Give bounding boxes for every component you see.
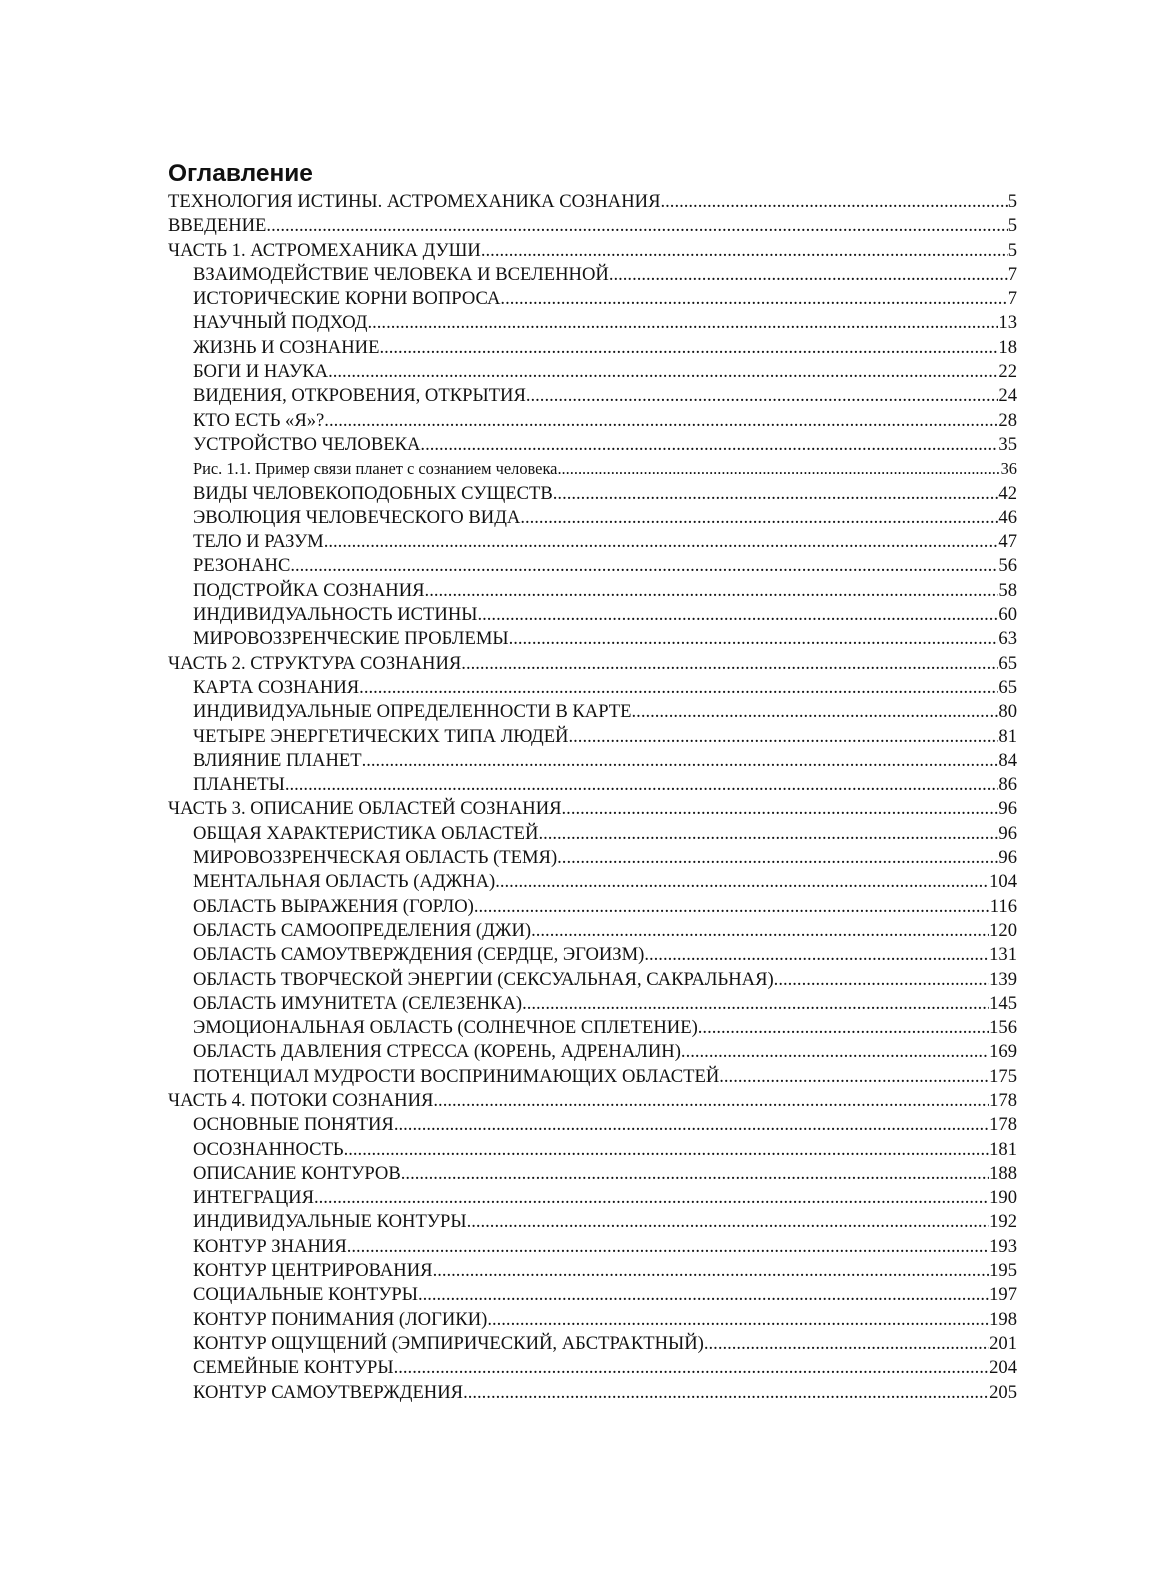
toc-entry-page-number: 65 [998,652,1017,674]
toc-entry-label: БОГИ И НАУКА [193,361,329,383]
toc-entry[interactable] [168,311,1017,335]
toc-entry[interactable] [168,968,1017,992]
toc-entry[interactable] [168,239,1017,263]
toc-entry[interactable] [168,943,1017,967]
toc-entry-page-number: 192 [989,1211,1017,1233]
toc-list [168,190,1017,1405]
dot-leader [495,870,989,894]
toc-entry-page-number: 188 [989,1162,1017,1184]
toc-entry[interactable] [168,1381,1017,1405]
toc-entry-page-number: 24 [998,385,1017,407]
toc-entry-label: ИНДИВИДУАЛЬНОСТЬ ИСТИНЫ [193,604,478,626]
toc-entry-label: СЕМЕЙНЫЕ КОНТУРЫ [193,1357,394,1379]
toc-entry-label: УСТРОЙСТВО ЧЕЛОВЕКА [193,433,421,455]
toc-entry[interactable] [168,1113,1017,1137]
toc-entry-label: МЕНТАЛЬНАЯ ОБЛАСТЬ (АДЖНА) [193,871,496,893]
dot-leader [285,773,999,797]
toc-entry-page-number: 139 [989,968,1017,990]
toc-entry-page-number: 84 [998,749,1017,771]
dot-leader [463,1381,989,1405]
toc-entry-page-number: 96 [998,822,1017,844]
toc-entry-label: ОСОЗНАННОСТЬ [193,1138,344,1160]
toc-entry-page-number: 56 [998,555,1017,577]
toc-entry-page-number: 156 [989,1017,1017,1039]
toc-entry[interactable] [168,1065,1017,1089]
toc-entry[interactable] [168,482,1017,506]
toc-entry[interactable] [168,409,1017,433]
toc-entry-label: ИНДИВИДУАЛЬНЫЕ КОНТУРЫ [193,1211,467,1233]
dot-leader [481,239,1008,263]
toc-entry-label: ОБЛАСТЬ САМОУТВЕРЖДЕНИЯ (СЕРДЦЕ, ЭГОИЗМ) [193,944,645,966]
dot-leader [538,822,998,846]
toc-entry-page-number: 63 [998,628,1017,650]
dot-leader [557,457,1000,481]
toc-entry-page-number: 86 [998,774,1017,796]
toc-entry-page-number: 204 [989,1357,1017,1379]
toc-entry-page-number: 35 [998,433,1017,455]
toc-entry-page-number: 46 [998,506,1017,528]
toc-entry-page-number: 96 [998,847,1017,869]
toc-entry-page-number: 198 [989,1308,1017,1330]
toc-entry-page-number: 80 [998,701,1017,723]
toc-entry-label: ВИДЫ ЧЕЛОВЕКОПОДОБНЫХ СУЩЕСТВ [193,482,553,504]
toc-entry[interactable] [168,384,1017,408]
toc-entry-label: ИСТОРИЧЕСКИЕ КОРНИ ВОПРОСА [193,288,501,310]
dot-leader [609,263,1008,287]
dot-leader [401,1162,989,1186]
toc-entry-label: ВВЕДЕНИЕ [168,215,267,237]
toc-entry[interactable] [168,1283,1017,1307]
toc-entry-page-number: 13 [998,312,1017,334]
toc-entry[interactable] [168,1040,1017,1064]
toc-entry-label: ЧАСТЬ 1. АСТРОМЕХАНИКА ДУШИ [168,239,481,261]
dot-leader [704,1332,989,1356]
toc-entry-page-number: 42 [998,482,1017,504]
toc-entry-label: ВЗАИМОДЕЙСТВИЕ ЧЕЛОВЕКА И ВСЕЛЕННОЙ [193,263,609,285]
toc-entry[interactable] [168,433,1017,457]
dot-leader [324,409,998,433]
toc-entry[interactable] [168,1138,1017,1162]
toc-entry-page-number: 18 [998,336,1017,358]
toc-entry[interactable] [168,530,1017,554]
toc-entry[interactable] [168,992,1017,1016]
dot-leader [461,652,998,676]
dot-leader [632,700,999,724]
toc-title: Оглавление [168,160,313,187]
toc-entry[interactable] [168,846,1017,870]
toc-entry-page-number: 7 [1007,263,1017,285]
toc-entry-label: ЭВОЛЮЦИЯ ЧЕЛОВЕЧЕСКОГО ВИДА [193,506,521,528]
toc-entry[interactable] [168,506,1017,530]
dot-leader [526,384,999,408]
dot-leader [719,1065,989,1089]
toc-entry-label: НАУЧНЫЙ ПОДХОД [193,312,368,334]
dot-leader [661,190,1008,214]
toc-entry-label: ПЛАНЕТЫ [193,774,285,796]
toc-entry[interactable] [168,1308,1017,1332]
toc-entry[interactable] [168,749,1017,773]
dot-leader [266,214,1007,238]
toc-entry[interactable] [168,1162,1017,1186]
dot-leader [569,725,999,749]
toc-entry-page-number: 47 [998,531,1017,553]
toc-entry-page-number: 145 [989,992,1017,1014]
dot-leader [394,1356,990,1380]
toc-entry-label: КОНТУР ОЩУЩЕНИЙ (ЭМПИРИЧЕСКИЙ, АБСТРАКТНЫЙ) [193,1332,704,1354]
toc-entry[interactable] [168,214,1017,238]
dot-leader [467,1210,990,1234]
toc-entry[interactable] [168,1332,1017,1356]
toc-entry[interactable] [168,676,1017,700]
toc-entry[interactable] [168,1259,1017,1283]
toc-entry[interactable] [168,1089,1017,1113]
toc-entry[interactable] [168,870,1017,894]
dot-leader [420,433,998,457]
toc-entry[interactable] [168,627,1017,651]
document-page [168,160,1017,1405]
toc-entry[interactable] [168,457,1017,481]
toc-entry-page-number: 178 [989,1089,1017,1111]
toc-entry-label: Рис. 1.1. Пример связи планет с сознанием человека [193,459,558,479]
toc-entry-page-number: 96 [998,798,1017,820]
dot-leader [487,1308,989,1332]
toc-entry-page-number: 81 [998,725,1017,747]
dot-leader [314,1186,989,1210]
toc-entry-page-number: 205 [989,1381,1017,1403]
toc-entry-page-number: 60 [998,604,1017,626]
toc-entry[interactable] [168,336,1017,360]
dot-leader [362,749,999,773]
toc-entry-page-number: 58 [998,579,1017,601]
dot-leader [553,482,999,506]
toc-entry-page-number: 5 [1007,191,1017,212]
dot-leader [774,968,989,992]
toc-entry[interactable] [168,554,1017,578]
toc-entry-page-number: 201 [989,1332,1017,1354]
toc-entry-page-number: 181 [989,1138,1017,1160]
dot-leader [477,603,998,627]
toc-entry[interactable] [168,1016,1017,1040]
toc-entry-label: ВЛИЯНИЕ ПЛАНЕТ [193,749,362,771]
dot-leader [290,554,998,578]
toc-entry-page-number: 190 [989,1187,1017,1209]
toc-entry-label: КТО ЕСТЬ «Я»? [193,409,325,431]
toc-entry-page-number: 131 [989,944,1017,966]
toc-entry-label: МИРОВОЗЗРЕНЧЕСКИЕ ПРОБЛЕМЫ [193,628,509,650]
toc-entry[interactable] [168,360,1017,384]
toc-entry[interactable] [168,773,1017,797]
toc-entry-label: ТЕХНОЛОГИЯ ИСТИНЫ. АСТРОМЕХАНИКА СОЗНАНИЯ [168,191,661,212]
toc-entry-label: ОПИСАНИЕ КОНТУРОВ [193,1162,401,1184]
toc-entry-label: ЧАСТЬ 3. ОПИСАНИЕ ОБЛАСТЕЙ СОЗНАНИЯ [168,798,562,820]
dot-leader [367,311,998,335]
dot-leader [698,1016,989,1040]
toc-entry-page-number: 22 [998,361,1017,383]
toc-entry-page-number: 104 [989,871,1017,893]
toc-entry[interactable] [168,725,1017,749]
toc-entry[interactable] [168,263,1017,287]
dot-leader [328,360,998,384]
toc-entry-page-number: 197 [989,1284,1017,1306]
toc-entry-label: СОЦИАЛЬНЫЕ КОНТУРЫ [193,1284,418,1306]
toc-entry-label: ОСНОВНЫЕ ПОНЯТИЯ [193,1114,394,1136]
toc-entry[interactable] [168,1356,1017,1380]
dot-leader [344,1138,990,1162]
dot-leader [562,797,999,821]
toc-entry[interactable] [168,822,1017,846]
toc-entry-label: ОБЛАСТЬ ТВОРЧЕСКОЙ ЭНЕРГИИ (СЕКСУАЛЬНАЯ, САКРАЛЬНАЯ) [193,968,774,990]
toc-entry-label: ТЕЛО И РАЗУМ [193,531,324,553]
dot-leader [557,846,998,870]
dot-leader [681,1040,989,1064]
toc-entry-label: РЕЗОНАНС [193,555,291,577]
toc-entry-page-number: 7 [1007,288,1017,310]
toc-entry-page-number: 5 [1007,239,1017,261]
dot-leader [324,530,999,554]
toc-entry-page-number: 5 [1007,215,1017,237]
dot-leader [433,1089,989,1113]
toc-entry-label: КОНТУР ЦЕНТРИРОВАНИЯ [193,1260,433,1282]
toc-entry-label: КАРТА СОЗНАНИЯ [193,676,360,698]
toc-entry-page-number: 28 [998,409,1017,431]
toc-entry-page-number: 116 [989,895,1017,917]
dot-leader [359,676,998,700]
toc-entry-label: ЧАСТЬ 4. ПОТОКИ СОЗНАНИЯ [168,1089,434,1111]
dot-leader [520,506,998,530]
toc-entry-page-number: 193 [989,1235,1017,1257]
toc-entry-label: МИРОВОЗЗРЕНЧЕСКАЯ ОБЛАСТЬ (ТЕМЯ) [193,847,558,869]
toc-entry[interactable] [168,919,1017,943]
toc-entry[interactable] [168,603,1017,627]
toc-entry-page-number: 175 [989,1065,1017,1087]
toc-entry-label: ЧЕТЫРЕ ЭНЕРГЕТИЧЕСКИХ ТИПА ЛЮДЕЙ [193,725,569,747]
dot-leader [531,919,989,943]
dot-leader [509,627,999,651]
toc-entry-label: ИНТЕГРАЦИЯ [193,1187,314,1209]
dot-leader [644,943,989,967]
toc-entry-label: ЭМОЦИОНАЛЬНАЯ ОБЛАСТЬ (СОЛНЕЧНОЕ СПЛЕТЕНИЕ) [193,1017,698,1039]
toc-entry[interactable] [168,895,1017,919]
toc-entry-label: ЖИЗНЬ И СОЗНАНИЕ [193,336,380,358]
toc-entry-label: ОБЩАЯ ХАРАКТЕРИСТИКА ОБЛАСТЕЙ [193,822,539,844]
toc-entry-label: КОНТУР ЗНАНИЯ [193,1235,347,1257]
toc-entry[interactable] [168,652,1017,676]
dot-leader [394,1113,989,1137]
toc-entry-label: ВИДЕНИЯ, ОТКРОВЕНИЯ, ОТКРЫТИЯ [193,385,526,407]
toc-entry-page-number: 65 [998,676,1017,698]
toc-entry[interactable] [168,700,1017,724]
toc-entry-page-number: 178 [989,1114,1017,1136]
dot-leader [418,1283,989,1307]
toc-entry[interactable] [168,1210,1017,1234]
dot-leader [522,992,989,1016]
dot-leader [474,895,990,919]
toc-entry[interactable] [168,797,1017,821]
toc-entry-label: ЧАСТЬ 2. СТРУКТУРА СОЗНАНИЯ [168,652,462,674]
toc-entry-page-number: 36 [1000,459,1017,479]
toc-entry-label: ОБЛАСТЬ САМООПРЕДЕЛЕНИЯ (ДЖИ) [193,919,532,941]
toc-entry-label: ОБЛАСТЬ ДАВЛЕНИЯ СТРЕССА (КОРЕНЬ, АДРЕНАЛИН) [193,1041,681,1063]
toc-entry-label: КОНТУР САМОУТВЕРЖДЕНИЯ [193,1381,464,1403]
dot-leader [433,1259,990,1283]
toc-entry-label: ОБЛАСТЬ ВЫРАЖЕНИЯ (ГОРЛО) [193,895,474,917]
toc-entry-label: ОБЛАСТЬ ИМУНИТЕТА (СЕЛЕЗЕНКА) [193,992,523,1014]
toc-entry-page-number: 120 [989,919,1017,941]
toc-entry[interactable] [168,579,1017,603]
toc-entry-label: ПОТЕНЦИАЛ МУДРОСТИ ВОСПРИНИМАЮЩИХ ОБЛАСТЕЙ [193,1065,720,1087]
dot-leader [347,1235,989,1259]
toc-entry[interactable] [168,1235,1017,1259]
toc-entry[interactable] [168,287,1017,311]
toc-entry-label: ПОДСТРОЙКА СОЗНАНИЯ [193,579,425,601]
toc-entry-page-number: 169 [989,1041,1017,1063]
toc-entry-label: КОНТУР ПОНИМАНИЯ (ЛОГИКИ) [193,1308,488,1330]
toc-entry-label: ИНДИВИДУАЛЬНЫЕ ОПРЕДЕЛЕННОСТИ В КАРТЕ [193,701,632,723]
dot-leader [500,287,1007,311]
dot-leader [425,579,999,603]
toc-entry[interactable] [168,1186,1017,1210]
toc-entry[interactable] [168,190,1017,214]
toc-entry-page-number: 195 [989,1260,1017,1282]
dot-leader [379,336,998,360]
